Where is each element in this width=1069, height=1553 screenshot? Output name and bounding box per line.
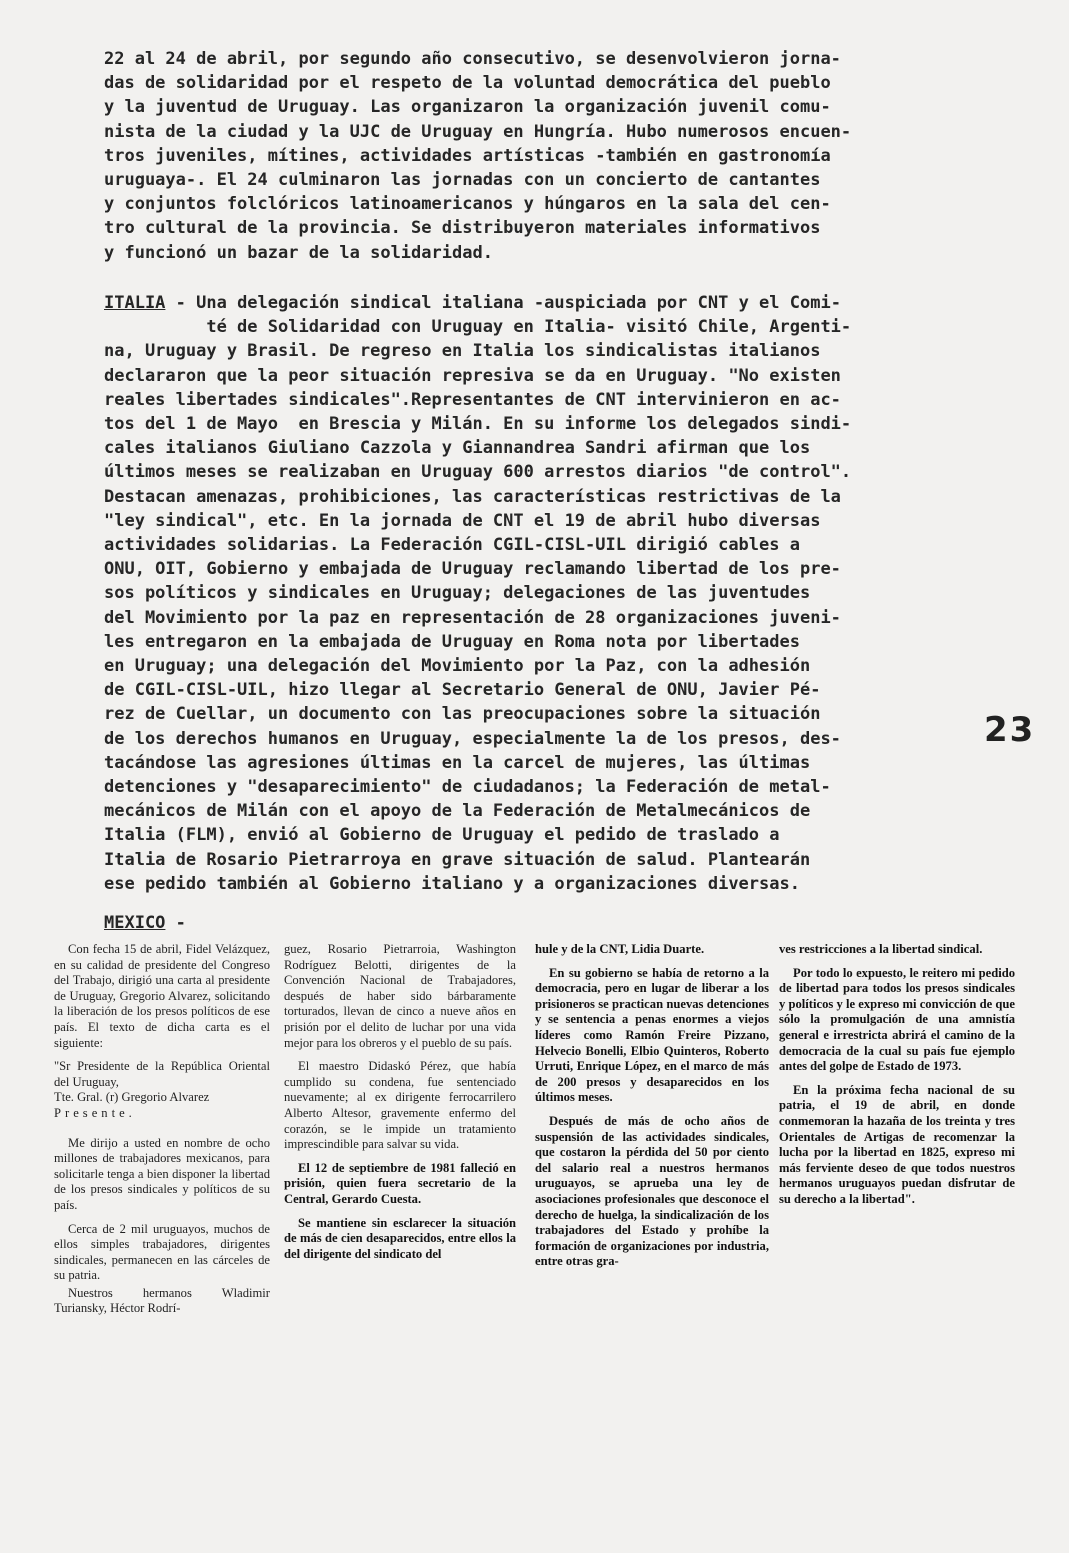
text-line: nista de la ciudad y la UJC de Uruguay en Hungría. Hubo numerosos encuen- <box>104 121 852 142</box>
text-line: actividades solidarias. La Federación CGIL-CISL-UIL dirigió cables a <box>104 535 800 556</box>
letter-address: "Sr Presidente de la República Oriental del Uruguay, <box>54 1059 270 1089</box>
text-line: té de Solidaridad con Uruguay en Italia- visitó Chile, Argenti- <box>104 317 852 338</box>
paragraph: Después de más de ocho años de suspensión de las actividades sindicales, que costaron la pérdida del 50 por ciento del salario real a nuestros hermanos uruguayos, se aprueba una ley de asociaciones profesionales que desconoce el derecho de huelga, la sindicalización de los trabajadores del Estado y prohíbe la formación de organizaciones por industria, entre otras gra- <box>535 1113 769 1269</box>
italia-first-line <box>104 291 984 315</box>
text-line: y conjuntos folclóricos latinoamericanos y húngaros en la sala del cen- <box>104 194 831 215</box>
text-line: en Uruguay; una delegación del Movimiento por la Paz, con la adhesión <box>104 656 811 677</box>
mexico-heading-line <box>104 913 186 933</box>
text-line: tacándose las agresiones últimas en la carcel de mujeres, las últimas <box>104 752 811 773</box>
paragraph: El 12 de septiembre de 1981 falleció en prisión, quien fuera secretario de la Central, Gerardo Cuesta. <box>284 1160 516 1206</box>
paragraph: Se mantiene sin esclarecer la situación de más de cien desaparecidos, entre ellos la del dirigente del sindicato del <box>284 1215 516 1261</box>
text-line: sos políticos y sindicales en Uruguay; delegaciones de las juventudes <box>104 583 811 604</box>
italia-section <box>104 291 984 896</box>
hungria-section <box>104 47 984 265</box>
mexico-column-3 <box>535 942 769 1278</box>
text-line: del Movimiento por la paz en representación de 28 organizaciones juveni- <box>104 607 841 628</box>
paragraph: Me dirijo a usted en nombre de ocho millones de trabajadores mexicanos, para solicitarle tenga a bien disponer la libertad de los presos sindicales y políticos de su país. <box>54 1135 270 1212</box>
text-line: reales libertades sindicales".Representantes de CNT intervinieron en ac- <box>104 389 841 410</box>
text-line: declararon que la peor situación represiva se da en Uruguay. "No existen <box>104 365 841 386</box>
text-line: Destacan amenazas, prohibiciones, las características restrictivas de la <box>104 486 841 507</box>
italia-first-line-text: - Una delegación sindical italiana -auspiciada por CNT y el Comi- <box>165 293 841 313</box>
paragraph: hule y de la CNT, Lidia Duarte. <box>535 942 705 956</box>
text-line: tos del 1 de Mayo en Brescia y Milán. En su informe los delegados sindi- <box>104 414 852 435</box>
text-line: ese pedido también al Gobierno italiano y a organizaciones diversas. <box>104 873 800 894</box>
mexico-heading-suffix: - <box>165 913 186 933</box>
text-line: 22 al 24 de abril, por segundo año consecutivo, se desenvolvieron jorna- <box>104 49 841 69</box>
paragraph: ves restricciones a la libertad sindical. <box>779 942 983 956</box>
mexico-heading: MEXICO <box>104 913 166 933</box>
text-line: "ley sindical", etc. En la jornada de CNT el 19 de abril hubo diversas <box>104 510 821 531</box>
paragraph: Con fecha 15 de abril, Fidel Velázquez, en su calidad de presidente del Congreso del Trabajo, dirigió una carta al presidente de Uruguay, Gregorio Alvarez, solicitando la liberación de los presos políticos de ese país. El texto de dicha carta es el siguiente: <box>54 942 270 1050</box>
text-line: mecánicos de Milán con el apoyo de la Federación de Metalmecánicos de <box>104 801 811 822</box>
mexico-column-4 <box>779 942 1015 1216</box>
text-line: na, Uruguay y Brasil. De regreso en Italia los sindicalistas italianos <box>104 341 821 362</box>
text-line: tros juveniles, mítines, actividades artísticas -también en gastronomía <box>104 145 831 166</box>
text-line: Italia (FLM), envió al Gobierno de Uruguay el pedido de traslado a <box>104 825 780 846</box>
text-line: Italia de Rosario Pietrarroya en grave situación de salud. Plantearán <box>104 849 811 870</box>
text-line: y funcionó un bazar de la solidaridad. <box>104 242 493 263</box>
text-line: les entregaron en la embajada de Uruguay en Roma nota por libertades <box>104 631 800 652</box>
text-line: uruguaya-. El 24 culminaron las jornadas con un concierto de cantantes <box>104 170 821 191</box>
paragraph: En su gobierno se había de retorno a la democracia, pero en lugar de liberar a los prisioneros se practican nuevas detenciones y se sentencia a penas enormes a viejos líderes como Ramón Freire Pizzano, Helvecio Bonelli, Elbio Quinteros, Roberto Urruti, Enrique López, en el marco de más de 200 presos y desaparecidos en los últimos meses. <box>535 965 769 1105</box>
page-number: 23 <box>984 710 1036 750</box>
text-line: das de solidaridad por el respeto de la voluntad democrática del pueblo <box>104 73 831 94</box>
letter-address: Tte. Gral. (r) Gregorio Alvarez <box>54 1090 210 1105</box>
italia-heading: ITALIA <box>104 293 166 313</box>
text-line: detenciones y "desaparecimiento" de ciudadanos; la Federación de metal- <box>104 777 831 798</box>
paragraph: Nuestros hermanos Wladimir Turiansky, Héctor Rodrí- <box>54 1285 270 1316</box>
mexico-column-1 <box>54 942 270 1325</box>
paragraph: Cerca de 2 mil uruguayos, muchos de ellos simples trabajadores, dirigentes sindicales, permanecen en las cárceles de su patria. <box>54 1221 270 1283</box>
letter-address: Presente. <box>54 1105 136 1120</box>
text-line: rez de Cuellar, un documento con las preocupaciones sobre la situación <box>104 704 821 725</box>
text-line: cales italianos Giuliano Cazzola y Giannandrea Sandri afirman que los <box>104 438 811 459</box>
text-line: últimos meses se realizaban en Uruguay 600 arrestos diarios "de control". <box>104 462 852 483</box>
mexico-column-2 <box>284 942 516 1270</box>
text-line: ONU, OIT, Gobierno y embajada de Uruguay reclamando libertad de los pre- <box>104 559 841 580</box>
paragraph: En la próxima fecha nacional de su patria, el 19 de abril, en donde conmemoran la hazaña de los treinta y tres Orientales de Artigas de recomenzar la lucha por la libertad en 1825, expreso mi más ferviente deseo de que todos nuestros hermanos uruguayos puedan disfrutar de su derecho a la libertad". <box>779 1082 1015 1206</box>
text-line: de CGIL-CISL-UIL, hizo llegar al Secretario General de ONU, Javier Pé- <box>104 680 821 701</box>
text-line: de los derechos humanos en Uruguay, especialmente la de los presos, des- <box>104 728 841 749</box>
paragraph: El maestro Didaskó Pérez, que había cumplido su condena, fue sentenciado nuevamente; al ex dirigente ferrocarrilero Alberto Altesor, gravemente enfermo del corazón, se le impide un tratamiento imprescindible para salvar su vida. <box>284 1059 516 1152</box>
paragraph: Por todo lo expuesto, le reitero mi pedido de libertad para todos los presos sindicales y políticos y le expreso mi convicción de que sólo la promulgación de una amnistía general e irrestricta abrirá el camino de la democracia de la cual su país fue ejemplo antes del golpe de Estado de 1973. <box>779 965 1015 1074</box>
paragraph: guez, Rosario Pietrarroia, Washington Rodríguez Belotti, dirigentes de la Convención Nacional de Trabajadores, después de haber sido bárbaramente torturados, llevan de cinco a nueve años en prisión por el delito de luchar por una vida mejor para los obreros y el pueblo de su país. <box>284 942 516 1050</box>
text-line: tro cultural de la provincia. Se distribuyeron materiales informativos <box>104 218 821 239</box>
text-line: y la juventud de Uruguay. Las organizaron la organización juvenil comu- <box>104 97 831 118</box>
